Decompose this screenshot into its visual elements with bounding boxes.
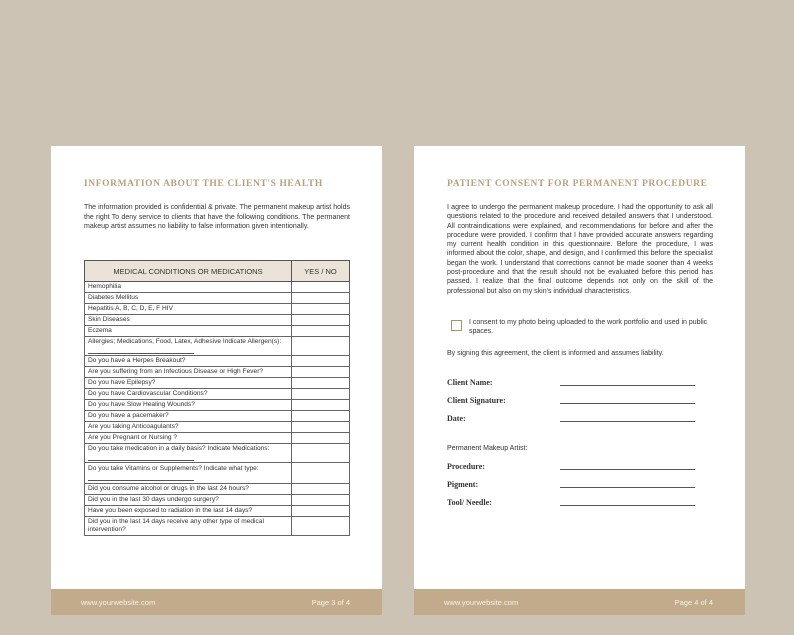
table-row (85, 463, 350, 484)
table-row (85, 422, 350, 433)
yes-no-cell[interactable] (292, 378, 350, 389)
procedure-line[interactable] (560, 469, 695, 470)
yes-no-cell[interactable] (292, 400, 350, 411)
photo-consent-checkbox[interactable] (451, 320, 462, 331)
condition-label: Diabetes Mellitus (88, 294, 139, 301)
client-signature-line[interactable] (560, 403, 695, 404)
condition-label: Do you take Vitamins or Supplements? Indicate what type: (88, 465, 259, 472)
condition-label: Are you taking Anticoagulants? (88, 423, 179, 430)
page-footer (414, 589, 745, 615)
condition-label: Did you in the last 14 days receive any other type of medical intervention? (88, 518, 264, 533)
table-row (85, 367, 350, 378)
yes-no-cell[interactable] (292, 356, 350, 367)
table-row (85, 517, 350, 536)
yes-no-cell[interactable] (292, 326, 350, 337)
yes-no-cell[interactable] (292, 444, 350, 463)
condition-label: Eczema (88, 327, 112, 334)
yes-no-cell[interactable] (292, 337, 350, 356)
medications-blank[interactable] (88, 453, 194, 461)
yes-no-cell[interactable] (292, 495, 350, 506)
yes-no-cell[interactable] (292, 517, 350, 536)
artist-section-label: Permanent Makeup Artist: (447, 445, 528, 452)
yes-no-cell[interactable] (292, 293, 350, 304)
yes-no-cell[interactable] (292, 304, 350, 315)
yes-no-cell[interactable] (292, 506, 350, 517)
table-row (85, 433, 350, 444)
table-row (85, 400, 350, 411)
yes-no-cell[interactable] (292, 433, 350, 444)
condition-label: Hemophilia (88, 283, 121, 290)
client-signature-label: Client Signature: (447, 396, 506, 405)
consent-text: I agree to undergo the permanent makeup procedure. I had the opportunity to ask all questions related to the procedure and received detailed answers that I understood. All contraindications were explained, and recommendations for before and after the procedure were provided. I confirm that I have provided accurate answers regarding my current health condition in this questionnaire. Before the procedure, I was informed about the color, shape, and design, and I confirmed this before the specialist began the work. I understand that corrections cannot be made sooner than 4 weeks post-procedure and that the result should not be evaluated before this period has passed. I realize that the final outcome depends not only on the skill of the professional but also on my skin's individual characteristics. (447, 204, 713, 295)
client-name-line[interactable] (560, 385, 695, 386)
allergen-blank[interactable] (88, 346, 194, 354)
table-row (85, 484, 350, 495)
page-footer (51, 589, 382, 615)
condition-label: Hepatitis A, B, C, D, E, F HIV (88, 305, 174, 312)
tool-needle-label: Tool/ Needle: (447, 498, 492, 507)
photo-consent-row (451, 318, 713, 337)
table-row (85, 495, 350, 506)
condition-label: Do you have Cardiovascular Conditions? (88, 390, 208, 397)
yes-no-cell[interactable] (292, 422, 350, 433)
website-link[interactable]: www.yourwebsite.com (81, 598, 156, 607)
health-info-heading: INFORMATION ABOUT THE CLIENT'S HEALTH (84, 179, 323, 189)
table-row (85, 378, 350, 389)
table-row (85, 506, 350, 517)
condition-label: Do you have Slow Healing Wounds? (88, 401, 195, 408)
table-row (85, 293, 350, 304)
condition-label: Do you have a pacemaker? (88, 412, 169, 419)
pigment-line[interactable] (560, 487, 695, 488)
table-row (85, 444, 350, 463)
date-label: Date: (447, 414, 466, 423)
date-line[interactable] (560, 421, 695, 422)
condition-label: Allergies; Medications, Food, Latex, Adhesive Indicate Allergen(s): (88, 338, 282, 345)
vitamins-blank[interactable] (88, 473, 194, 481)
condition-label: Do you have a Herpes Breakout? (88, 357, 186, 364)
page-number: Page 3 of 4 (311, 598, 350, 607)
table-row (85, 282, 350, 293)
table-row (85, 315, 350, 326)
consent-heading: PATIENT CONSENT FOR PERMANENT PROCEDURE (447, 179, 708, 189)
condition-label: Skin Diseases (88, 316, 130, 323)
condition-label: Are you Pregnant or Nursing ? (88, 434, 178, 441)
condition-label: Did you in the last 30 days undergo surgery? (88, 496, 219, 503)
condition-label: Did you consume alcohol or drugs in the last 24 hours? (88, 485, 249, 492)
condition-label: Do you take medication in a daily basis? Indicate Medications: (88, 445, 270, 452)
yes-no-column-header: YES / NO (292, 261, 350, 282)
table-row (85, 411, 350, 422)
procedure-label: Procedure: (447, 462, 485, 471)
table-row (85, 356, 350, 367)
photo-consent-text: I consent to my photo being uploaded to the work portfolio and used in public spaces. (469, 319, 708, 336)
table-row (85, 337, 350, 356)
table-row (85, 304, 350, 315)
page-4 (414, 146, 745, 615)
pigment-label: Pigment: (447, 480, 479, 489)
yes-no-cell[interactable] (292, 367, 350, 378)
client-name-label: Client Name: (447, 378, 493, 387)
page-number: Page 4 of 4 (674, 598, 713, 607)
yes-no-cell[interactable] (292, 411, 350, 422)
condition-label: Are you suffering from an Infectious Disease or High Fever? (88, 368, 264, 375)
table-row (85, 326, 350, 337)
condition-label: Have you been exposed to radiation in the last 14 days? (88, 507, 253, 514)
yes-no-cell[interactable] (292, 463, 350, 484)
signing-statement: By signing this agreement, the client is informed and assumes liability. (447, 350, 664, 357)
yes-no-cell[interactable] (292, 282, 350, 293)
website-link[interactable]: www.yourwebsite.com (444, 598, 519, 607)
tool-needle-line[interactable] (560, 505, 695, 506)
health-intro-text: The information provided is confidential & private. The permanent makeup artist holds the right To deny service to clients that have the following conditions. The permanent makeup artist assumes no liability to false information given intentionally. (84, 204, 350, 231)
medical-conditions-table (84, 260, 350, 536)
page-3 (51, 146, 382, 615)
yes-no-cell[interactable] (292, 389, 350, 400)
table-row (85, 389, 350, 400)
condition-label: Do you have Epilepsy? (88, 379, 156, 386)
yes-no-cell[interactable] (292, 484, 350, 495)
conditions-column-header: MEDICAL CONDITIONS OR MEDICATIONS (85, 261, 292, 282)
yes-no-cell[interactable] (292, 315, 350, 326)
